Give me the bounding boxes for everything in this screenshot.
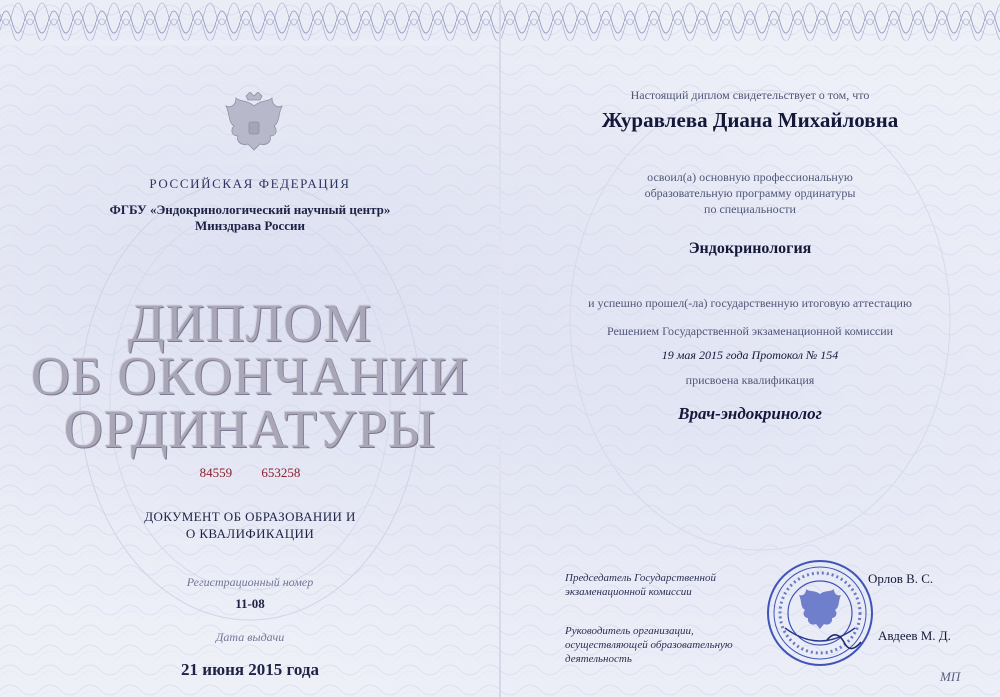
signatory2-role: Руководитель организации, осуществляющей образовательную деятельность <box>565 625 733 665</box>
program-statement-line2: образовательную программу ординатуры <box>644 186 856 200</box>
decision-date-protocol: 19 мая 2015 года Протокол № 154 <box>661 348 839 362</box>
program-statement-line1: освоил(а) основную профессиональную <box>647 170 853 184</box>
certification-statement: Настоящий диплом свидетельствует о том, что <box>630 88 870 102</box>
issue-date-label: Дата выдачи <box>215 630 285 644</box>
seal-place-mark: МП <box>940 669 961 684</box>
country-name: РОССИЙСКАЯ ФЕДЕРАЦИЯ <box>149 176 351 191</box>
signatory1-name: Орлов В. С. <box>868 571 934 586</box>
signatory2-name: Авдеев М. Д. <box>878 628 951 643</box>
round-seal-stamp <box>765 558 875 668</box>
registration-number: 11-08 <box>235 596 265 611</box>
program-statement-line3: по специальности <box>704 202 796 216</box>
commission-decision: Решением Государственной экзаменационной комиссии <box>606 324 894 338</box>
qualification-name: Врач-эндокринолог <box>678 404 822 423</box>
diploma-serial-number: 84559 653258 <box>199 465 301 480</box>
document-type-line2: О КВАЛИФИКАЦИИ <box>185 526 315 541</box>
document-type-line1: ДОКУМЕНТ ОБ ОБРАЗОВАНИИ И <box>144 509 356 524</box>
issue-date: 21 июня 2015 года <box>181 660 319 679</box>
double-headed-eagle-icon <box>222 92 286 160</box>
attestation-statement: и успешно прошел(-ла) государственную итоговую аттестацию <box>588 296 912 310</box>
diploma-title-line1: ДИПЛОМ <box>127 293 373 353</box>
registration-number-label: Регистрационный номер <box>186 575 314 589</box>
diploma-title-line3: ОРДИНАТУРЫ <box>63 399 437 459</box>
signatory1-role: Председатель Государственной экзаменационной комиссии <box>565 572 716 598</box>
institution-name: ФГБУ «Эндокринологический научный центр» <box>109 202 391 217</box>
specialty-name: Эндокринология <box>688 240 812 257</box>
diploma-title-line2: ОБ ОКОНЧАНИИ <box>30 346 470 406</box>
qualification-assigned-label: присвоена квалификация <box>685 373 815 387</box>
institution-ministry: Минздрава России <box>195 218 305 233</box>
graduate-full-name: Журавлева Диана Михайловна <box>601 108 899 132</box>
